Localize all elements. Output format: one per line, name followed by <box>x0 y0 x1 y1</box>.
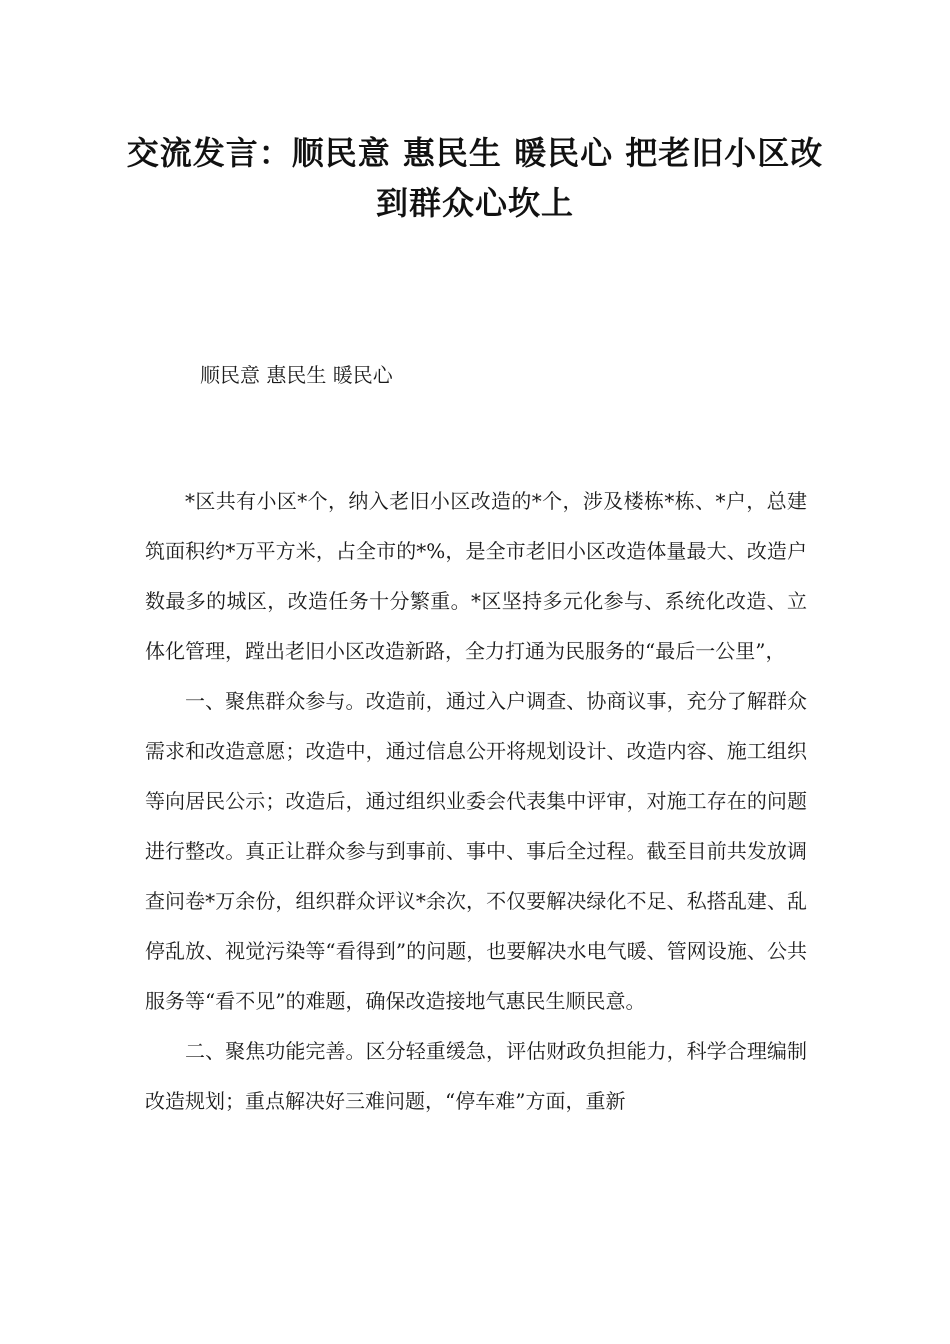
document-body <box>145 476 807 1126</box>
document-subtitle: 顺民意 惠民生 暖民心 <box>200 363 393 387</box>
document-title: 交流发言：顺民意 惠民生 暖民心 把老旧小区改到群众心坎上 <box>126 134 824 222</box>
paragraph-section-1: 一、聚焦群众参与。改造前，通过入户调查、协商议事，充分了解群众需求和改造意愿；改造中，通过信息公开将规划设计、改造内容、施工组织等向居民公示；改造后，通过组织业委会代表集中评审，对施工存在的问题进行整改。真正让群众参与到事前、事中、事后全过程。截至目前共发放调查问卷*万余份，组织群众评议*余次，不仅要解决绿化不足、私搭乱建、乱停乱放、视觉污染等“看得到”的问题，也要解决水电气暖、管网设施、公共服务等“看不见”的难题，确保改造接地气惠民生顺民意。 <box>145 689 807 1013</box>
paragraph-intro: *区共有小区*个，纳入老旧小区改造的*个，涉及楼栋*栋、*户，总建筑面积约*万平方米，占全市的*%，是全市老旧小区改造体量最大、改造户数最多的城区，改造任务十分繁重。*区坚持多元化参与、系统化改造、立体化管理，蹚出老旧小区改造新路，全力打通为民服务的“最后一公里”， <box>145 489 807 663</box>
paragraph-section-2: 二、聚焦功能完善。区分轻重缓急，评估财政负担能力，科学合理编制改造规划；重点解决好三难问题，“停车难”方面，重新 <box>145 1039 807 1113</box>
